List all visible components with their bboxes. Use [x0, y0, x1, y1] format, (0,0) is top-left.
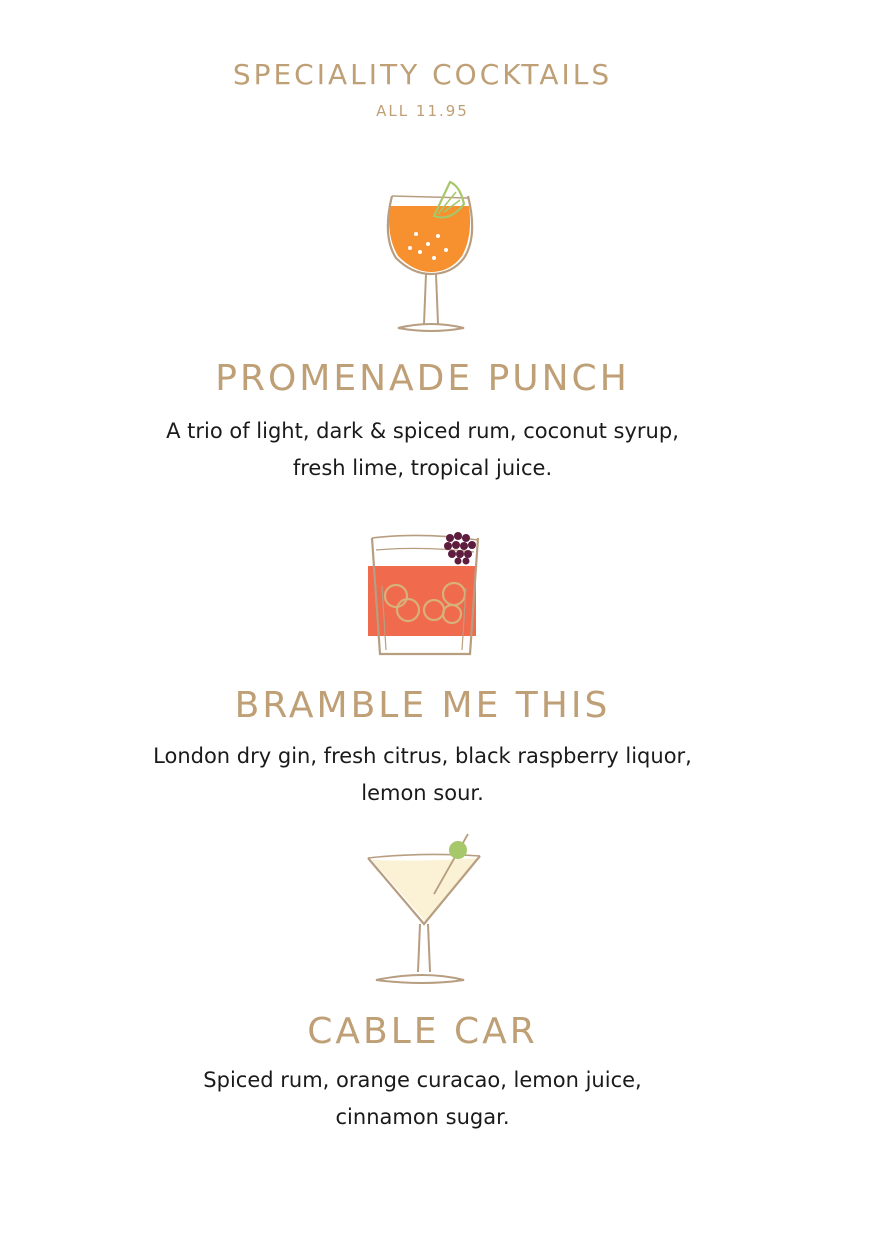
- section-title: SPECIALITY COCKTAILS: [232, 58, 613, 91]
- description-line: Spiced rum, orange curacao, lemon juice,: [203, 1068, 642, 1092]
- martini-glass-icon: [362, 832, 492, 986]
- description-line: London dry gin, fresh citrus, black raspberry liquor,: [153, 744, 692, 768]
- drink-name: CABLE CAR: [307, 1011, 538, 1052]
- drink-description: [0, 413, 845, 487]
- description-line: A trio of light, dark & spiced rum, coconut syrup,: [166, 419, 679, 443]
- description-line: lemon sour.: [361, 781, 484, 805]
- drink-name: BRAMBLE ME THIS: [234, 685, 611, 726]
- wine-glass-punch-icon: [376, 176, 486, 338]
- description-line: fresh lime, tropical juice.: [292, 456, 553, 480]
- description-line: cinnamon sugar.: [335, 1105, 510, 1129]
- price-note: ALL 11.95: [376, 102, 469, 120]
- drink-name: PROMENADE PUNCH: [215, 358, 630, 399]
- rocks-glass-bramble-icon: [362, 526, 492, 662]
- drink-description: [0, 738, 845, 812]
- drink-description: [0, 1062, 845, 1136]
